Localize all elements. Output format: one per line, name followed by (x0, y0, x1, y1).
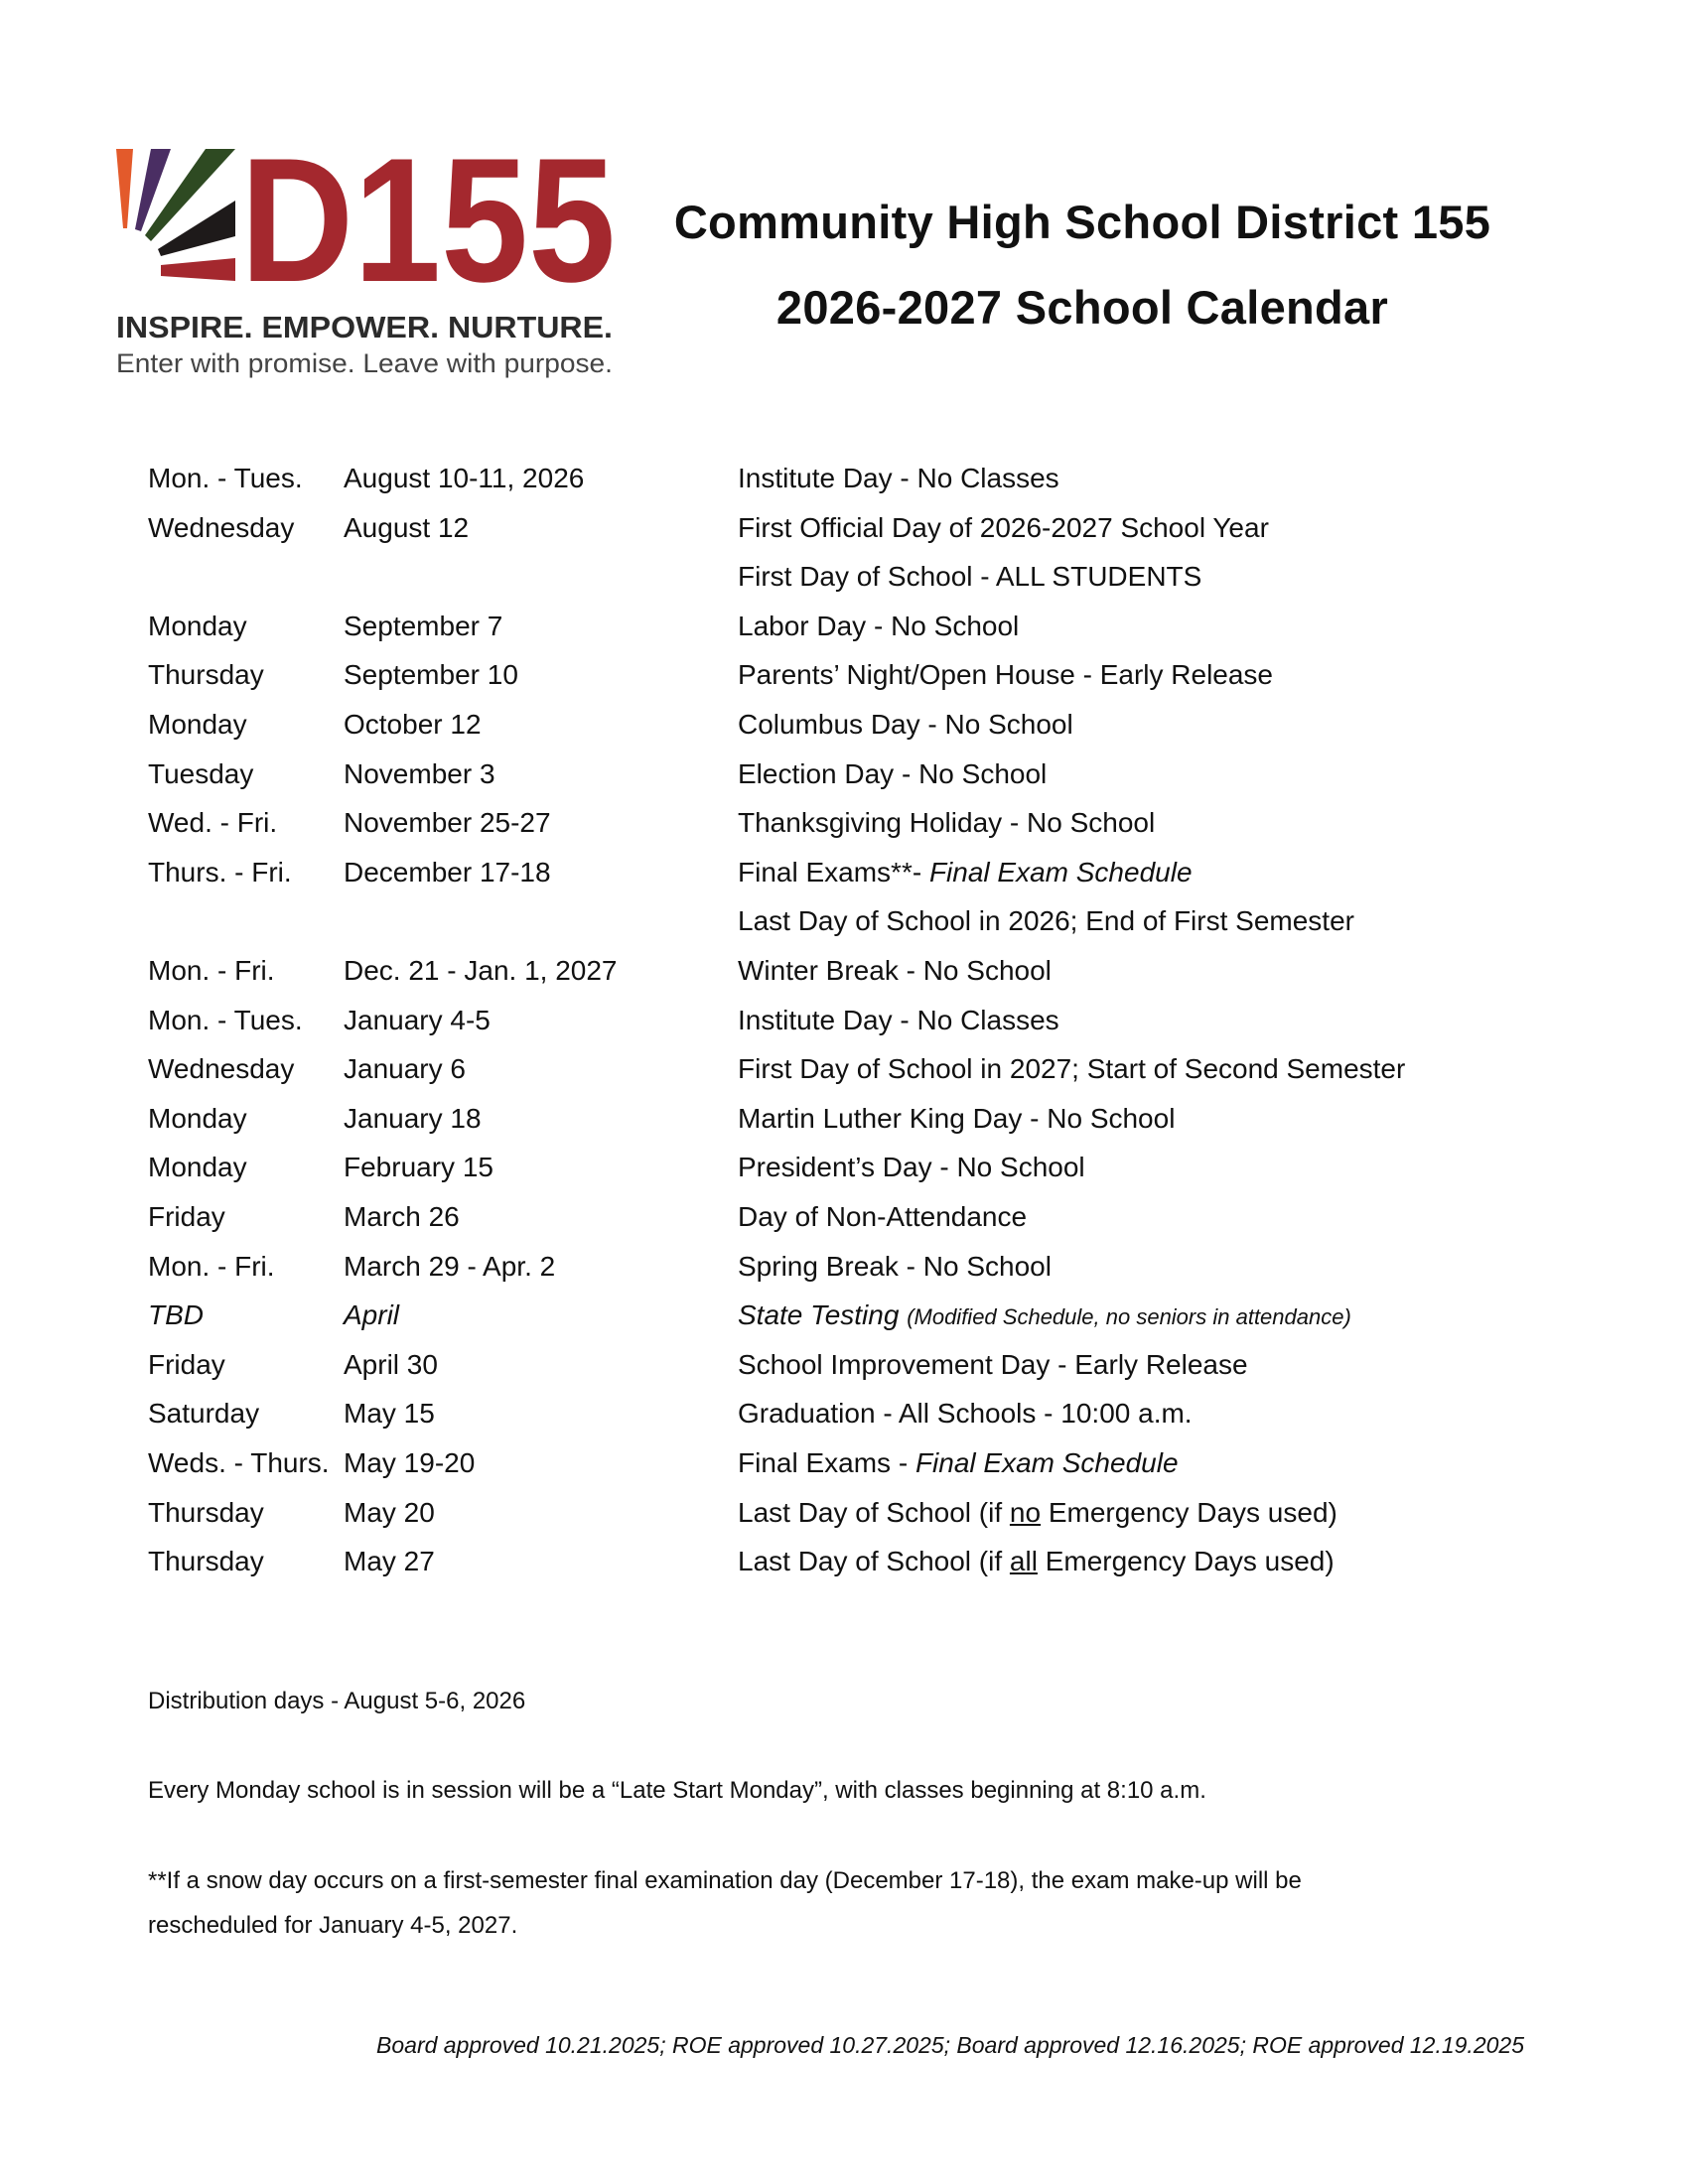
event-text: Last Day of School (if (738, 1496, 1010, 1528)
event-label (738, 561, 1201, 593)
logo-subtagline: Enter with promise. Leave with purpose. (116, 348, 613, 378)
event-text: Emergency Days used) (1037, 1546, 1335, 1577)
date-label: September 7 (344, 610, 503, 641)
date-label: September 10 (344, 659, 518, 691)
date-label: May 27 (344, 1546, 435, 1577)
event-text: Labor Day - No School (738, 610, 1020, 641)
day-label: Wednesday (148, 1053, 295, 1085)
day-label: Monday (148, 1152, 247, 1183)
date-label: May 19-20 (344, 1447, 476, 1478)
date-label: August 10-11, 2026 (344, 463, 585, 493)
event-text: Last Day of School in 2026; End of First Semester (738, 905, 1354, 937)
day-label: Saturday (148, 1398, 260, 1430)
event-label (738, 1497, 1337, 1529)
day-label: Thursday (148, 659, 264, 691)
event-label (738, 1299, 1351, 1331)
day-label: Mon. - Fri. (148, 955, 275, 986)
day-label: Wed. - Fri. (148, 807, 278, 839)
event-text: all (1009, 1546, 1038, 1577)
date-label: Dec. 21 - Jan. 1, 2027 (344, 955, 618, 986)
logo-ray-orange (116, 149, 133, 228)
approval-note: Board approved 10.21.2025; ROE approved 10.27.2025; Board approved 12.16.2025; ROE approved 12.19.2025 (376, 2032, 1524, 2058)
event-text: (Modified Schedule, no seniors in attendance) (907, 1304, 1351, 1330)
page-title: Community High School District 155 (673, 196, 1491, 248)
event-label (738, 611, 1019, 642)
event-label (738, 758, 1047, 790)
day-label: Mon. - Tues. (148, 463, 303, 493)
event-label (738, 1005, 1059, 1036)
event-text: Spring Break - No School (738, 1250, 1052, 1282)
event-text: Last Day of School (if (738, 1546, 1010, 1577)
event-label (738, 807, 1155, 839)
event-text: Parents’ Night/Open House - Early Release (738, 659, 1273, 691)
final-exam-schedule-link[interactable]: Final Exam Schedule (928, 856, 1193, 887)
event-label (738, 1251, 1052, 1283)
event-text: Emergency Days used) (1041, 1496, 1337, 1528)
day-label: Friday (148, 1201, 225, 1232)
event-text: President’s Day - No School (738, 1152, 1085, 1183)
event-text: no (1009, 1496, 1042, 1528)
date-label: May 20 (344, 1496, 435, 1528)
event-label (738, 463, 1059, 494)
event-text: Martin Luther King Day - No School (738, 1102, 1176, 1134)
date-label: March 26 (344, 1201, 460, 1232)
day-label: Thursday (148, 1496, 264, 1528)
event-text: Day of Non-Attendance (738, 1201, 1028, 1232)
date-label: February 15 (344, 1152, 493, 1183)
date-label: March 29 - Apr. 2 (344, 1250, 556, 1282)
district-logo (111, 121, 618, 378)
snow-day-note-line2: rescheduled for January 4-5, 2027. (148, 1912, 518, 1939)
day-label: Monday (148, 1102, 247, 1134)
event-text: Final Exams**- (738, 856, 929, 887)
event-label (738, 1398, 1193, 1430)
event-text: Election Day - No School (738, 757, 1048, 789)
event-text: Graduation - All Schools - 10:00 a.m. (738, 1398, 1193, 1430)
event-label (738, 905, 1354, 937)
event-text: Columbus Day - No School (738, 709, 1073, 740)
date-label: October 12 (344, 709, 482, 740)
day-label: Mon. - Fri. (148, 1250, 275, 1282)
date-label: April 30 (344, 1348, 438, 1380)
date-label: November 25-27 (344, 807, 551, 839)
late-start-note: Every Monday school is in session will be a “Late Start Monday”, with classes beginning at 8:10 a.m. (148, 1777, 1206, 1804)
event-label (738, 709, 1073, 741)
event-label (738, 1103, 1175, 1135)
event-label (738, 1201, 1027, 1233)
day-label: Wednesday (148, 511, 295, 543)
date-label: April (344, 1299, 400, 1331)
day-label: Monday (148, 610, 247, 641)
event-label (738, 1447, 1179, 1479)
logo-tagline: INSPIRE. EMPOWER. NURTURE. (116, 310, 613, 344)
event-label (738, 955, 1052, 987)
event-text: Institute Day - No Classes (738, 463, 1059, 493)
logo-mark: D155 (240, 121, 616, 319)
logo-ray-red (161, 258, 235, 281)
event-label (738, 1152, 1085, 1183)
event-text: Winter Break - No School (738, 955, 1052, 986)
date-label: November 3 (344, 757, 495, 789)
date-label: January 4-5 (344, 1004, 491, 1035)
event-text: First Official Day of 2026-2027 School Year (738, 511, 1269, 543)
snow-day-note-line1: **If a snow day occurs on a first-semester final examination day (December 17-18), the exam make-up will be (148, 1867, 1302, 1894)
event-text: School Improvement Day - Early Release (738, 1348, 1248, 1380)
distribution-note: Distribution days - August 5-6, 2026 (148, 1688, 526, 1714)
page-subtitle: 2026-2027 School Calendar (775, 281, 1389, 334)
date-label: December 17-18 (344, 856, 551, 887)
event-text: State Testing (738, 1299, 908, 1331)
event-text: Final Exams - (738, 1447, 915, 1478)
event-label (738, 1053, 1405, 1085)
day-label: Mon. - Tues. (148, 1004, 303, 1035)
day-label: Weds. - Thurs. (148, 1447, 330, 1478)
day-label: Friday (148, 1348, 225, 1380)
event-text: Institute Day - No Classes (738, 1004, 1059, 1035)
date-label: January 18 (344, 1102, 482, 1134)
day-label: Monday (148, 709, 247, 740)
event-label (738, 512, 1269, 544)
date-label: May 15 (344, 1398, 435, 1430)
event-label (738, 1349, 1248, 1381)
event-label (738, 857, 1193, 888)
day-label: Tuesday (148, 757, 254, 789)
event-text: Thanksgiving Holiday - No School (738, 807, 1156, 839)
final-exam-schedule-link[interactable]: Final Exam Schedule (914, 1447, 1179, 1478)
event-label (738, 1546, 1335, 1577)
date-label: January 6 (344, 1053, 466, 1085)
date-label: August 12 (344, 511, 470, 543)
event-text: First Day of School in 2027; Start of Second Semester (738, 1053, 1406, 1085)
day-label: Thursday (148, 1546, 264, 1577)
event-label (738, 659, 1273, 691)
day-label: Thurs. - Fri. (148, 856, 292, 887)
day-label: TBD (148, 1299, 204, 1331)
event-text: First Day of School - ALL STUDENTS (738, 561, 1202, 593)
